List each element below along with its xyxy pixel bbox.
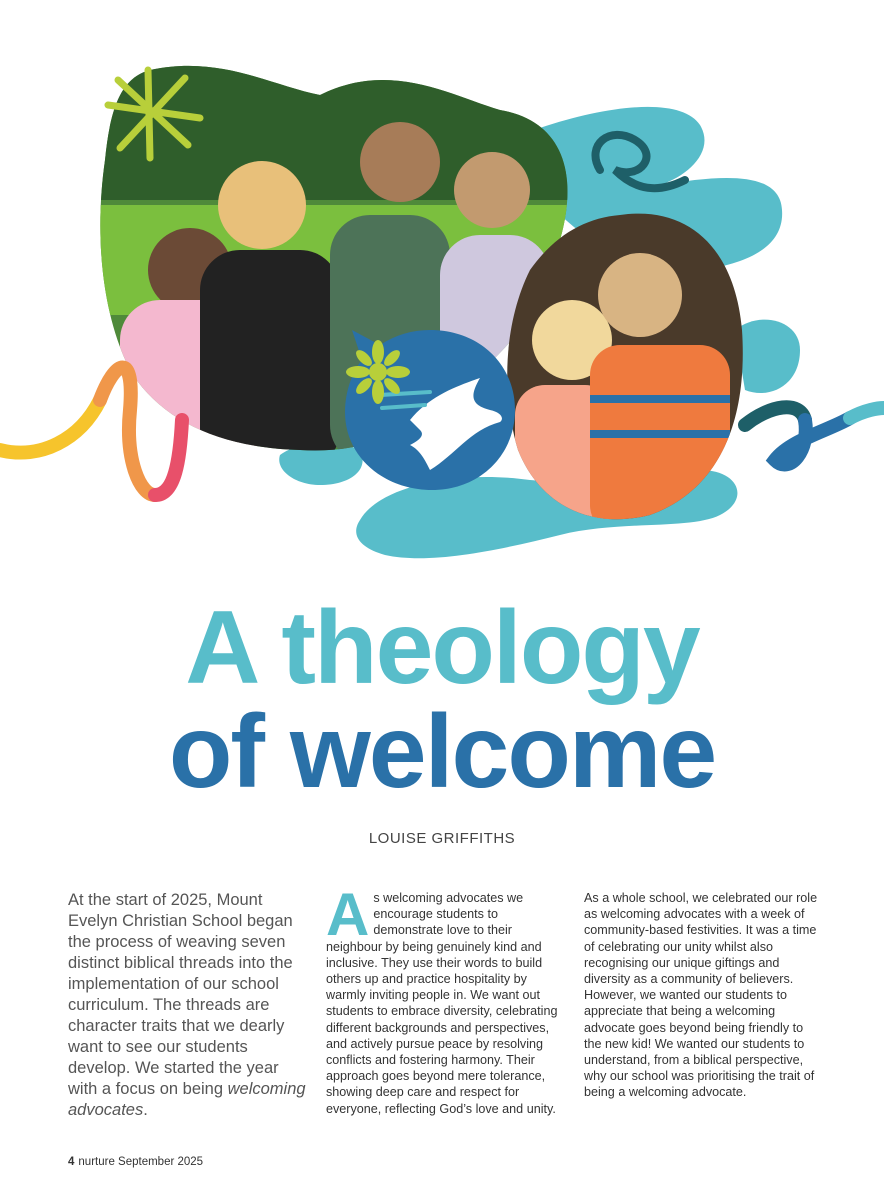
ribbon-teal [850, 408, 884, 418]
title-line-2: of welcome [168, 694, 716, 810]
intro-emphasis: welcoming advocates [68, 1080, 306, 1119]
page-number: 4 [68, 1156, 75, 1168]
ribbon-pink [155, 420, 182, 495]
intro-text: At the start of 2025, Mount Evelyn Christian School began the process of weaving seven distinct biblical threads into the implementation of our school curriculum. The threads are character traits that we dearly want to see our students develop. We started the year with a focus on being [68, 891, 293, 1098]
body-column-3 [584, 890, 824, 1101]
page-footer [68, 1156, 203, 1168]
ribbon-blue [775, 418, 850, 464]
dove-bubble-icon [345, 330, 515, 490]
drop-cap: A [326, 881, 370, 948]
column-3-text: As a whole school, we celebrated our role as welcoming advocates with a week of community-based festivities. It was a time of celebrating our unity whilst also recognising our unique giftings and diversity as a community of believers. However, we wanted our students to appreciate that being a welcoming advocate goes beyond being friendly to the new kid! We wanted our students to understand, from a biblical perspective, why our school was prioritising the trait of being a welcoming advocate. [584, 891, 818, 1100]
title-line-1: A theology [185, 590, 699, 706]
publication-name: nurture September 2025 [78, 1156, 204, 1168]
hero-collage [0, 0, 884, 580]
intro-end: . [143, 1101, 148, 1119]
intro-paragraph [68, 890, 308, 1121]
column-2-text: s welcoming advocates we encourage students to demonstrate love to their neighbour by being genuinely kind and inclusive. They use their words to build others up and practice hospitality by warmly inviting people in. We want out students to embrace diversity, celebrating different backgrounds and perspectives, and actively pursue peace by resolving conflicts and fostering harmony. Their approach goes beyond mere tolerance, showing deep care and respect for everyone, reflecting God’s love and unity. [326, 891, 558, 1116]
ribbon-dark-teal [745, 407, 805, 425]
hero-illustration [0, 0, 884, 580]
author-byline: LOUISE GRIFFITHS [368, 830, 516, 847]
ribbon-yellow [0, 400, 100, 453]
teal-blob-right [735, 320, 800, 393]
body-column-2 [326, 881, 561, 1117]
